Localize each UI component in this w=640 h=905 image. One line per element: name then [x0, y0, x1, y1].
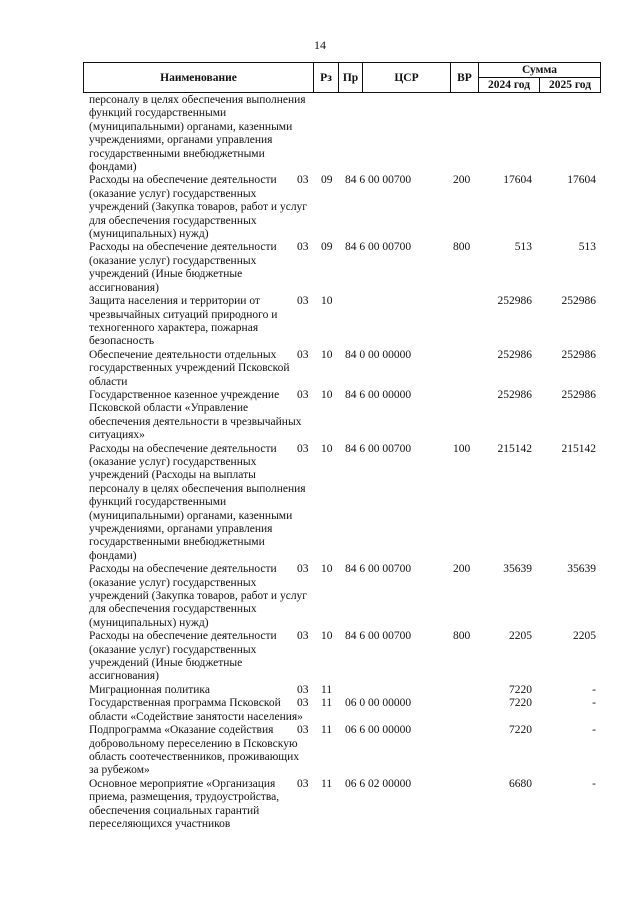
- header-year-2025: 2025 год: [548, 79, 592, 91]
- header-pr: Пр: [339, 63, 363, 92]
- row-name: Государственная программа Псковской области «Содействие занятости населения»: [89, 697, 303, 723]
- row-vr: 800: [453, 241, 471, 254]
- row-sum-2024: 252986: [497, 295, 532, 308]
- table-row: [0, 174, 640, 241]
- row-name: Расходы на обеспечение деятельности (оказание услуг) государственных учреждений (Расходы на выплаты персоналу в целях обеспечения выполнения функций государственными (муниципальными) органами, казенными учреждениями, органами управления государственными внебюджетными фондами): [89, 442, 306, 562]
- row-vr: 200: [453, 174, 471, 187]
- row-pr: 11: [321, 683, 333, 696]
- header-summa-group: [479, 63, 600, 92]
- row-pr: 10: [321, 630, 333, 643]
- row-vr: 200: [453, 563, 471, 576]
- row-name: Подпрограмма «Оказание содействия добровольному переселению в Псковскую область соотечественников, проживающих за рубежом»: [89, 724, 300, 777]
- row-pr: 09: [321, 174, 333, 187]
- row-rz: 03: [297, 697, 309, 710]
- row-csr: 84 6 00 00700: [345, 563, 412, 576]
- table-row: [0, 295, 640, 349]
- row-sum-2024: 6680: [509, 777, 532, 790]
- row-sum-2024: 513: [514, 241, 532, 254]
- header-rz: Рз: [314, 63, 339, 92]
- row-sum-2025: 513: [578, 241, 596, 254]
- table-row: [0, 697, 640, 724]
- row-name: Расходы на обеспечение деятельности (оказание услуг) государственных учреждений (Закупка товаров, работ и услуг для обеспечения государственных (муниципальных) нужд): [89, 563, 308, 629]
- row-sum-2025: 252986: [561, 295, 596, 308]
- row-sum-2025: -: [592, 724, 596, 737]
- row-name: Государственное казенное учреждение Псковской области «Управление обеспечения деятельности в чрезвычайных ситуациях»: [89, 388, 302, 442]
- row-rz: 03: [297, 683, 309, 696]
- table-header: [83, 62, 601, 93]
- row-rz: 03: [297, 388, 309, 401]
- row-sum-2025: -: [592, 683, 596, 696]
- row-vr: 100: [453, 442, 471, 455]
- row-rz: 03: [297, 442, 309, 455]
- table-row: [0, 778, 640, 832]
- row-name: Защита населения и территории от чрезвычайных ситуаций природного и техногенного характера, пожарная безопасность: [89, 295, 278, 348]
- row-sum-2024: 215142: [497, 442, 532, 455]
- row-csr: 06 6 02 00000: [345, 777, 412, 790]
- row-sum-2024: 17604: [503, 174, 532, 187]
- row-sum-2025: -: [592, 777, 596, 790]
- row-csr: 84 6 00 00700: [345, 442, 412, 455]
- row-name: Основное мероприятие «Организация приема, размещения, трудоустройства, обеспечения социальных гарантий переселяющихся участников: [89, 777, 280, 830]
- row-csr: 06 0 00 00000: [345, 697, 412, 710]
- row-rz: 03: [297, 724, 309, 737]
- row-pr: 10: [321, 388, 333, 401]
- row-rz: 03: [297, 295, 309, 308]
- row-sum-2024: 252986: [497, 348, 532, 361]
- header-name: Наименование: [84, 63, 314, 92]
- table-row: [0, 349, 640, 389]
- row-sum-2024: 35639: [503, 563, 532, 576]
- row-csr: 84 6 00 00000: [345, 388, 412, 401]
- row-sum-2025: 17604: [567, 174, 596, 187]
- table-row: [0, 563, 640, 630]
- row-rz: 03: [297, 241, 309, 254]
- table-row: [0, 443, 640, 564]
- row-name: Миграционная политика: [89, 683, 210, 696]
- header-csr: ЦСР: [363, 63, 451, 92]
- row-pr: 10: [321, 295, 333, 308]
- row-sum-2024: 2205: [509, 630, 532, 643]
- row-rz: 03: [297, 777, 309, 790]
- row-csr: 84 6 00 00700: [345, 174, 412, 187]
- row-sum-2025: 2205: [573, 630, 596, 643]
- row-pr: 11: [321, 724, 333, 737]
- row-pr: 10: [321, 563, 333, 576]
- header-year-2024: 2024 год: [479, 78, 540, 92]
- row-sum-2024: 7220: [509, 724, 532, 737]
- table-row: [0, 389, 640, 443]
- row-sum-2025: 252986: [561, 388, 596, 401]
- page-number: 14: [314, 38, 326, 52]
- row-name: Обеспечение деятельности отдельных государственных учреждений Псковской области: [89, 348, 290, 388]
- table-row: [0, 241, 640, 295]
- row-rz: 03: [297, 563, 309, 576]
- row-name: Расходы на обеспечение деятельности (оказание услуг) государственных учреждений (Иные бюджетные ассигнования): [89, 630, 277, 683]
- table-body: [0, 94, 640, 831]
- row-sum-2024: 252986: [497, 388, 532, 401]
- row-name: персоналу в целях обеспечения выполнения функций государственными (муниципальными) органами, казенными учреждениями, органами управления государственными внебюджетными фондами): [89, 94, 306, 174]
- row-pr: 10: [321, 442, 333, 455]
- row-name: Расходы на обеспечение деятельности (оказание услуг) государственных учреждений (Иные бюджетные ассигнования): [89, 241, 277, 294]
- table-row: [0, 684, 640, 697]
- row-csr: 84 6 00 00700: [345, 241, 412, 254]
- header-summa: Сумма: [479, 63, 600, 78]
- row-sum-2025: -: [592, 697, 596, 710]
- row-sum-2024: 7220: [509, 697, 532, 710]
- table-row: [0, 94, 640, 174]
- row-sum-2024: 7220: [509, 683, 532, 696]
- row-pr: 10: [321, 348, 333, 361]
- header-vr: ВР: [451, 63, 479, 92]
- row-pr: 09: [321, 241, 333, 254]
- row-rz: 03: [297, 348, 309, 361]
- row-csr: 84 6 00 00700: [345, 630, 412, 643]
- table-row: [0, 630, 640, 684]
- row-pr: 11: [321, 777, 333, 790]
- row-sum-2025: 35639: [567, 563, 596, 576]
- row-name: Расходы на обеспечение деятельности (оказание услуг) государственных учреждений (Закупка товаров, работ и услуг для обеспечения государственных (муниципальных) нужд): [89, 174, 308, 241]
- row-rz: 03: [297, 630, 309, 643]
- table-row: [0, 724, 640, 778]
- row-csr: 84 0 00 00000: [345, 348, 412, 361]
- row-sum-2025: 215142: [561, 442, 596, 455]
- row-csr: 06 6 00 00000: [345, 724, 412, 737]
- row-sum-2025: 252986: [561, 348, 596, 361]
- row-vr: 800: [453, 630, 471, 643]
- row-pr: 11: [321, 697, 333, 710]
- row-rz: 03: [297, 174, 309, 187]
